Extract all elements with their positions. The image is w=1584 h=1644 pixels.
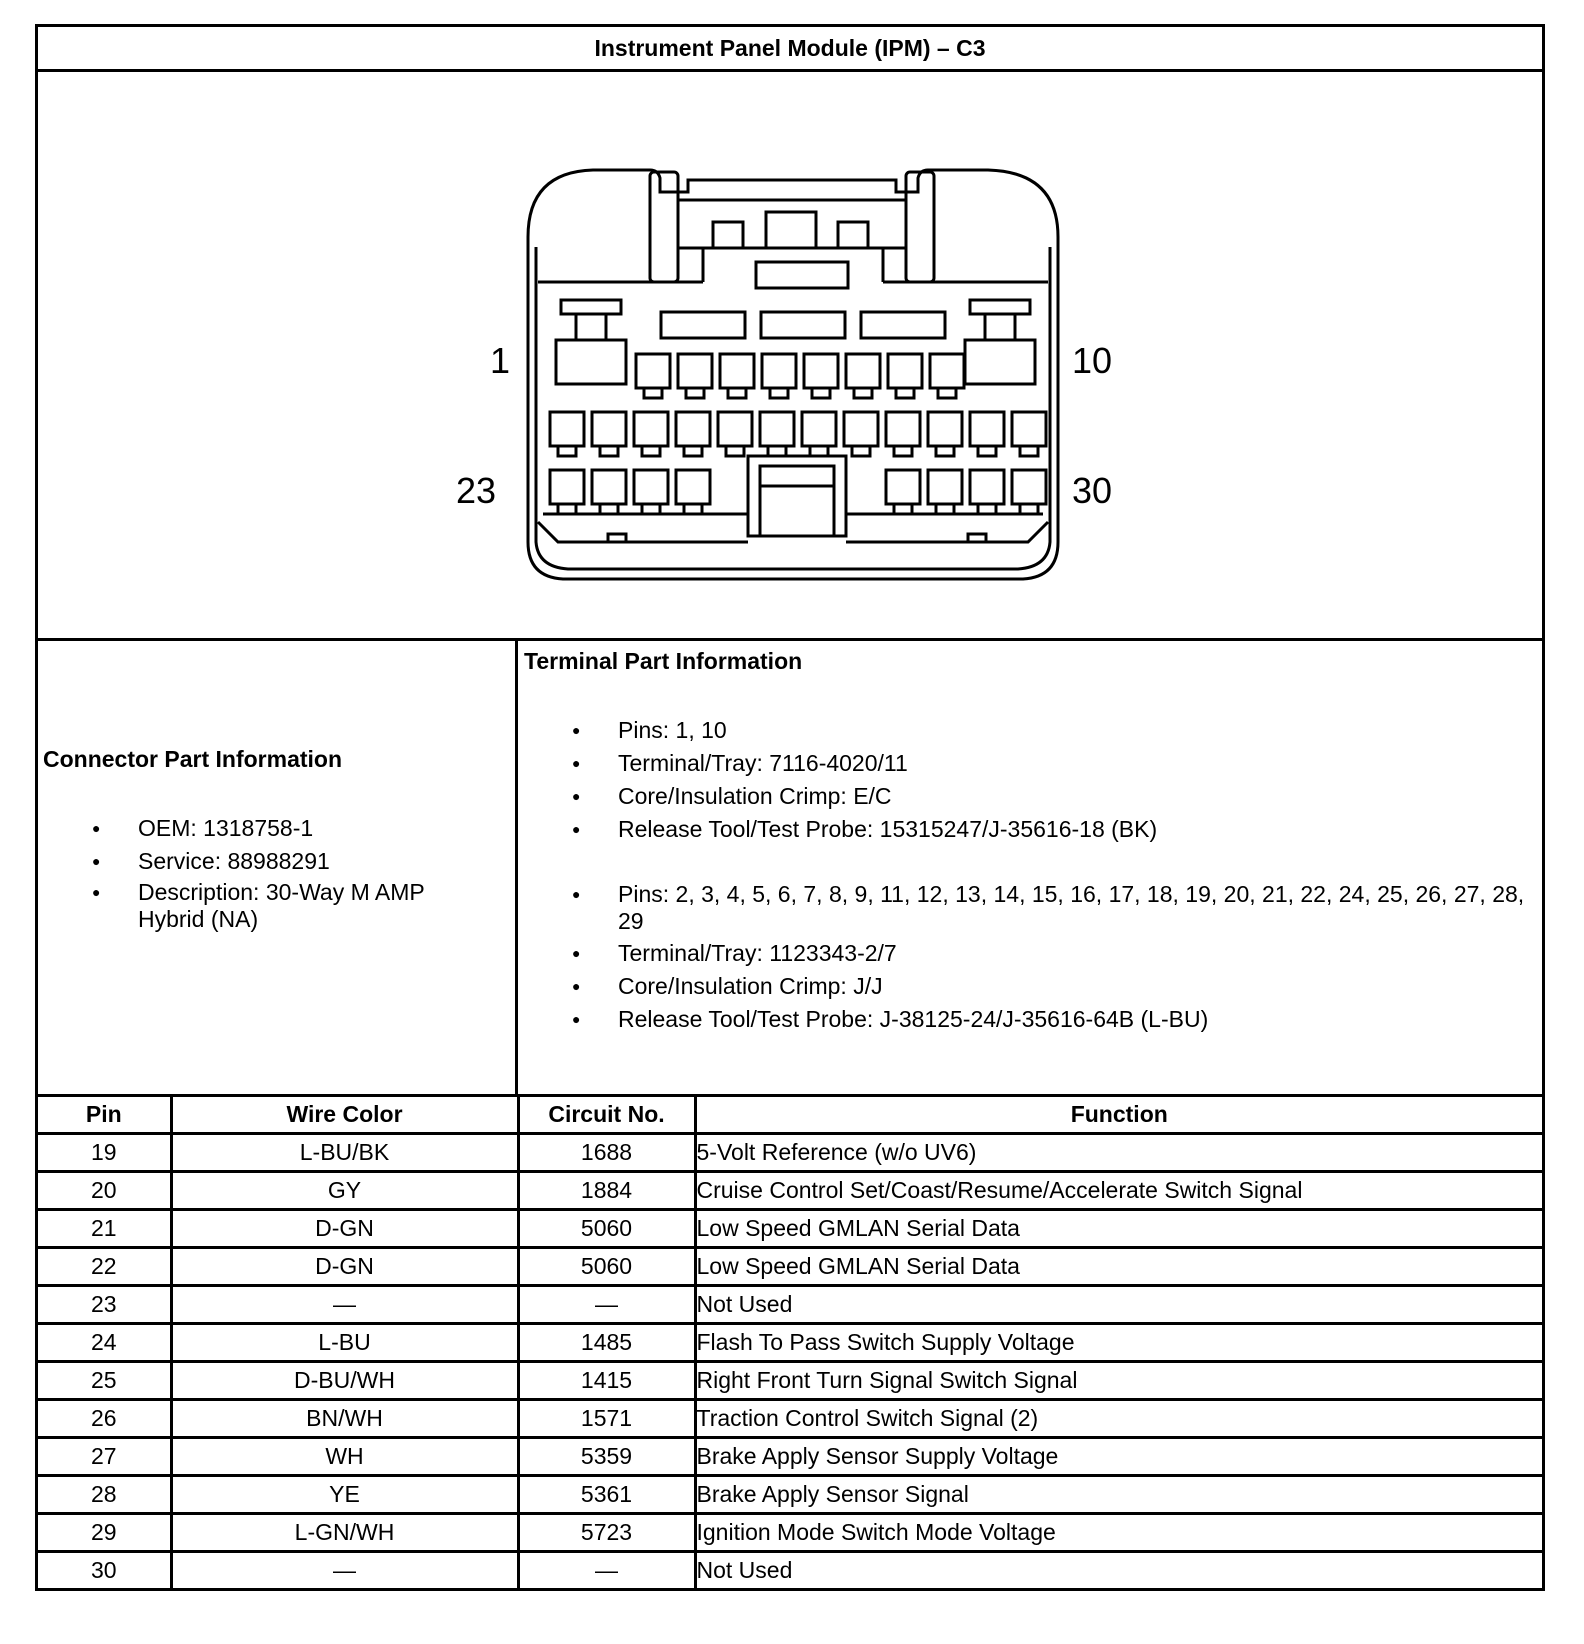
housing-outline (528, 170, 1058, 579)
cell-wire-color: GY (171, 1172, 518, 1210)
table-header-row (38, 1097, 1542, 1134)
housing-inner (536, 247, 1050, 569)
cell-circuit: 1884 (518, 1172, 695, 1210)
cell-wire-color: WH (171, 1438, 518, 1476)
terminal-info-item: ● Terminal/Tray: 7116-4020/11 (518, 748, 1528, 778)
table-row (38, 1210, 1542, 1248)
terminal-info-item: ● Terminal/Tray: 1123343-2/7 (518, 938, 1528, 968)
header-wire-color: Wire Color (171, 1097, 518, 1134)
cell-circuit: 5359 (518, 1438, 695, 1476)
row-1-cavities (636, 354, 964, 398)
terminal-info-item: ● Core/Insulation Crimp: J/J (518, 971, 1528, 1001)
table-row (38, 1400, 1542, 1438)
terminal-info-item: ● Release Tool/Test Probe: J-38125-24/J-35616-64B (L-BU) (518, 1004, 1528, 1034)
cell-wire-color: YE (171, 1476, 518, 1514)
connector-sheet (35, 24, 1545, 1591)
header-pin: Pin (38, 1097, 171, 1134)
connector-info-list (38, 813, 478, 936)
terminal-part-info (518, 641, 1542, 1094)
table-row (38, 1476, 1542, 1514)
pin-1-cavity (556, 300, 626, 384)
terminal-info-item: ● Release Tool/Test Probe: 15315247/J-35616-18 (BK) (518, 814, 1528, 844)
cell-wire-color: L-BU/BK (171, 1134, 518, 1172)
cell-wire-color: D-BU/WH (171, 1362, 518, 1400)
cell-pin: 23 (38, 1286, 171, 1324)
header-function: Function (695, 1097, 1542, 1134)
cell-function: 5-Volt Reference (w/o UV6) (695, 1134, 1542, 1172)
header-circuit: Circuit No. (518, 1097, 695, 1134)
terminal-info-group-1 (518, 715, 1528, 847)
cell-pin: 19 (38, 1134, 171, 1172)
connector-face-drawing (38, 72, 1542, 638)
cell-circuit: 1415 (518, 1362, 695, 1400)
cell-pin: 28 (38, 1476, 171, 1514)
table-row (38, 1324, 1542, 1362)
cell-function: Not Used (695, 1552, 1542, 1589)
part-info-row (38, 641, 1542, 1097)
cell-wire-color: BN/WH (171, 1400, 518, 1438)
cell-circuit: — (518, 1286, 695, 1324)
sheet-title: Instrument Panel Module (IPM) – C3 (38, 27, 1542, 72)
cell-function: Brake Apply Sensor Supply Voltage (695, 1438, 1542, 1476)
cell-function: Low Speed GMLAN Serial Data (695, 1210, 1542, 1248)
cell-wire-color: D-GN (171, 1248, 518, 1286)
cell-function: Brake Apply Sensor Signal (695, 1476, 1542, 1514)
cell-pin: 24 (38, 1324, 171, 1362)
table-row (38, 1286, 1542, 1324)
label-pin-10: 10 (1072, 340, 1113, 381)
terminal-info-item: ● Pins: 2, 3, 4, 5, 6, 7, 8, 9, 11, 12, 13, 14, 15, 16, 17, 18, 19, 20, 21, 22, 24, 25, 26, 27, 28, 29 (518, 881, 1528, 935)
cell-pin: 25 (38, 1362, 171, 1400)
cell-pin: 30 (38, 1552, 171, 1589)
cell-pin: 22 (38, 1248, 171, 1286)
cell-pin: 21 (38, 1210, 171, 1248)
connector-info-heading: Connector Part Information (43, 746, 343, 772)
table-row (38, 1248, 1542, 1286)
terminal-info-heading: Terminal Part Information (524, 648, 803, 674)
connector-info-item: ● Service: 88988291 (38, 846, 478, 876)
cell-function: Ignition Mode Switch Mode Voltage (695, 1514, 1542, 1552)
terminal-info-group-2 (518, 881, 1528, 1037)
cell-pin: 26 (38, 1400, 171, 1438)
connector-info-item: ● OEM: 1318758-1 (38, 813, 478, 843)
cell-function: Not Used (695, 1286, 1542, 1324)
cell-circuit: 1485 (518, 1324, 695, 1362)
cell-circuit: 5723 (518, 1514, 695, 1552)
cell-circuit: 5361 (518, 1476, 695, 1514)
cell-function: Traction Control Switch Signal (2) (695, 1400, 1542, 1438)
terminal-info-item: ● Pins: 1, 10 (518, 715, 1528, 745)
cell-function: Flash To Pass Switch Supply Voltage (695, 1324, 1542, 1362)
cell-pin: 29 (38, 1514, 171, 1552)
cell-wire-color: L-BU (171, 1324, 518, 1362)
table-row (38, 1134, 1542, 1172)
cell-wire-color: D-GN (171, 1210, 518, 1248)
cell-circuit: 5060 (518, 1248, 695, 1286)
cell-function: Cruise Control Set/Coast/Resume/Accelerate Switch Signal (695, 1172, 1542, 1210)
cell-circuit: 1571 (518, 1400, 695, 1438)
label-pin-23: 23 (456, 470, 497, 511)
pin-10-cavity (965, 300, 1035, 384)
cell-circuit: 1688 (518, 1134, 695, 1172)
label-pin-1: 1 (490, 340, 511, 381)
table-row (38, 1552, 1542, 1589)
center-lock (748, 456, 846, 536)
cell-circuit: 5060 (518, 1210, 695, 1248)
table-row (38, 1362, 1542, 1400)
cell-function: Right Front Turn Signal Switch Signal (695, 1362, 1542, 1400)
cell-pin: 20 (38, 1172, 171, 1210)
terminal-info-item: ● Core/Insulation Crimp: E/C (518, 781, 1528, 811)
pinout-table (38, 1097, 1542, 1588)
cell-circuit: — (518, 1552, 695, 1589)
row-2-cavities (550, 412, 1046, 456)
connector-info-item: ● Description: 30-Way M AMP Hybrid (NA) (38, 879, 478, 933)
cell-function: Low Speed GMLAN Serial Data (695, 1248, 1542, 1286)
cell-wire-color: — (171, 1552, 518, 1589)
connector-part-info (38, 641, 518, 1094)
cell-wire-color: L-GN/WH (171, 1514, 518, 1552)
table-row (38, 1514, 1542, 1552)
cell-wire-color: — (171, 1286, 518, 1324)
label-pin-30: 30 (1072, 470, 1113, 511)
row-3-cavities (550, 470, 1046, 514)
cell-pin: 27 (38, 1438, 171, 1476)
connector-diagram (38, 72, 1542, 641)
table-row (38, 1172, 1542, 1210)
table-row (38, 1438, 1542, 1476)
